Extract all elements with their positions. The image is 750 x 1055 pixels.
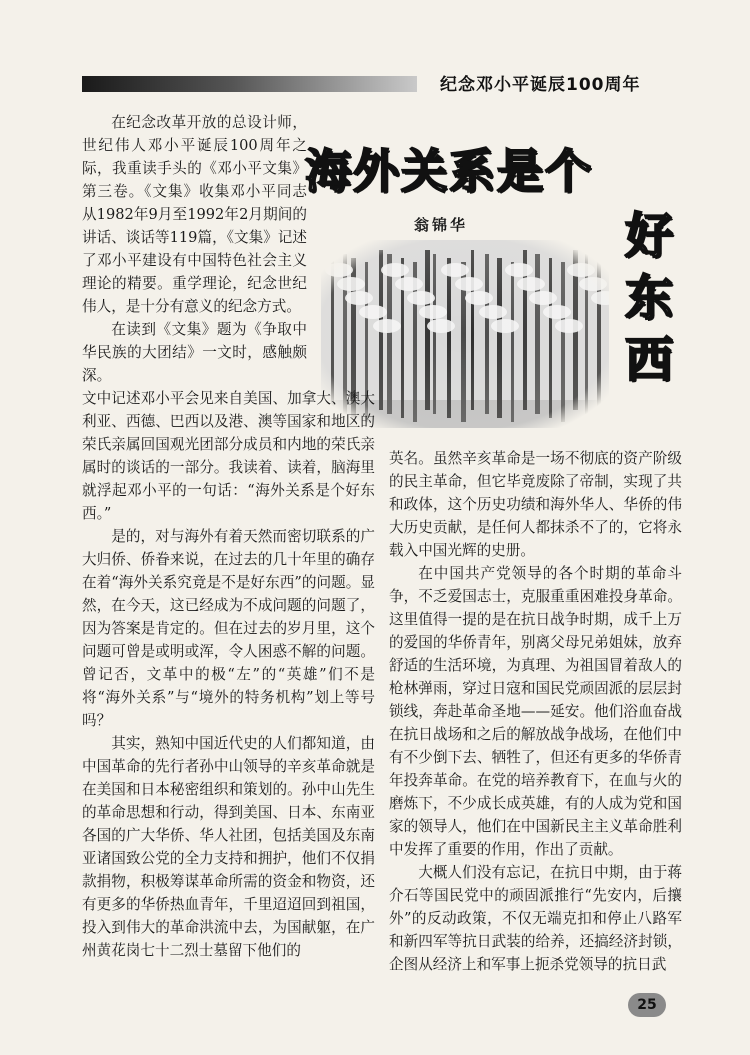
article-author: 翁锦华 bbox=[414, 216, 469, 234]
left-column-bottom bbox=[82, 387, 375, 962]
article-title: 海外关系是个 bbox=[305, 144, 593, 198]
paragraph: 是的，对与海外有着天然而密切联系的广大归侨、侨眷来说，在过去的几十年里的确存在着“海外关系究竟是不是好东西”的问题。显然，在今天，这已经成为不成问题的问题了，因为答案是肯定的。但在过去的岁月里，这个问题可曾是或明或浑，令人困惑不解的问题。曾记否，文革中的极“左”的“英雄”们不是将“海外关系”与“境外的特务机构”划上等号吗？ bbox=[82, 528, 375, 729]
paragraph: 在中国共产党领导的各个时期的革命斗争，不乏爱国志士，克服重重困难投身革命。这里值得一提的是在抗日战争时期，成千上万的爱国的华侨青年，别离父母兄弟姐妹，放弃舒适的生活环境，为真理、为祖国冒着敌人的枪林弹雨，穿过日寇和国民党顽固派的层层封锁线，奔赴革命圣地——延安。他们浴血奋战在抗日战场和之后的解放战争战场，在他们中有不少倒下去、牺牲了，但还有更多的华侨青年投奔革命。在党的培养教育下，在血与火的磨炼下，不少成长成英雄，有的人成为党和国家的领导人，他们在中国新民主主义革命胜利中发挥了重要的作用，作出了贡献。 bbox=[389, 565, 682, 858]
page-number-badge: 25 bbox=[628, 993, 666, 1017]
article-title-vertical bbox=[618, 205, 680, 391]
title-char: 好 bbox=[624, 208, 673, 264]
title-char: 东 bbox=[624, 270, 673, 326]
paragraph: 其实，熟知中国近代史的人们都知道，由中国革命的先行者孙中山领导的辛亥革命就是在美国和日本秘密组织和策划的。孙中山先生的革命思想和行动，得到美国、日本、东南亚各国的广大华侨、华人社团，包括美国及东南亚诸国致公党的全力支持和拥护，他们不仅捐款捐物，积极筹谋革命所需的资金和物资，还有更多的华侨热血青年，千里迢迢回到祖国，投入到伟大的革命洪流中去，为国献躯，在广州黄花岗七十二烈士墓留下他们的 bbox=[82, 735, 375, 959]
title-char: 西 bbox=[624, 332, 673, 388]
header-gradient-bar bbox=[82, 76, 417, 92]
paragraph: 在纪念改革开放的总设计师，世纪伟人邓小平诞辰100周年之际，我重读手头的《邓小平文集》第三卷。《文集》收集邓小平同志从1982年9月至1992年2月期间的讲话、谈话等119篇，《文集》记述了邓小平建设有中国特色社会主义理论的精要。重学理论，纪念世纪伟人，是十分有意义的纪念方式。 bbox=[82, 114, 307, 315]
left-column-top bbox=[82, 111, 307, 387]
right-column bbox=[389, 447, 682, 976]
paragraph: 英名。虽然辛亥革命是一场不彻底的资产阶级的民主革命，但它毕竟废除了帝制，实现了共和政体，这个历史功绩和海外华人、华侨的伟大历史贡献，是任何人都抹杀不了的，它将永载入中国光辉的史册。 bbox=[389, 450, 682, 559]
header-title: 纪念邓小平诞辰100周年 bbox=[440, 75, 641, 95]
paragraph: 在读到《文集》题为《争取中华民族的大团结》一文时，感触颇深。 bbox=[82, 321, 307, 384]
paragraph: 大概人们没有忘记，在抗日中期，由于蒋介石等国民党中的顽固派推行“先安内，后攘外”的反动政策，不仅无端克扣和停止八路军和新四军等抗日武装的给养，还搞经济封锁，企图从经济上和军事上扼杀党领导的抗日武 bbox=[389, 864, 682, 973]
paragraph: 文中记述邓小平会见来自美国、加拿大、澳大利亚、西德、巴西以及港、澳等国家和地区的荣氏亲属回国观光团部分成员和内地的荣氏亲属时的谈话的一部分。我读着、读着，脑海里就浮起邓小平的一句话：“海外关系是个好东西。” bbox=[82, 390, 375, 522]
